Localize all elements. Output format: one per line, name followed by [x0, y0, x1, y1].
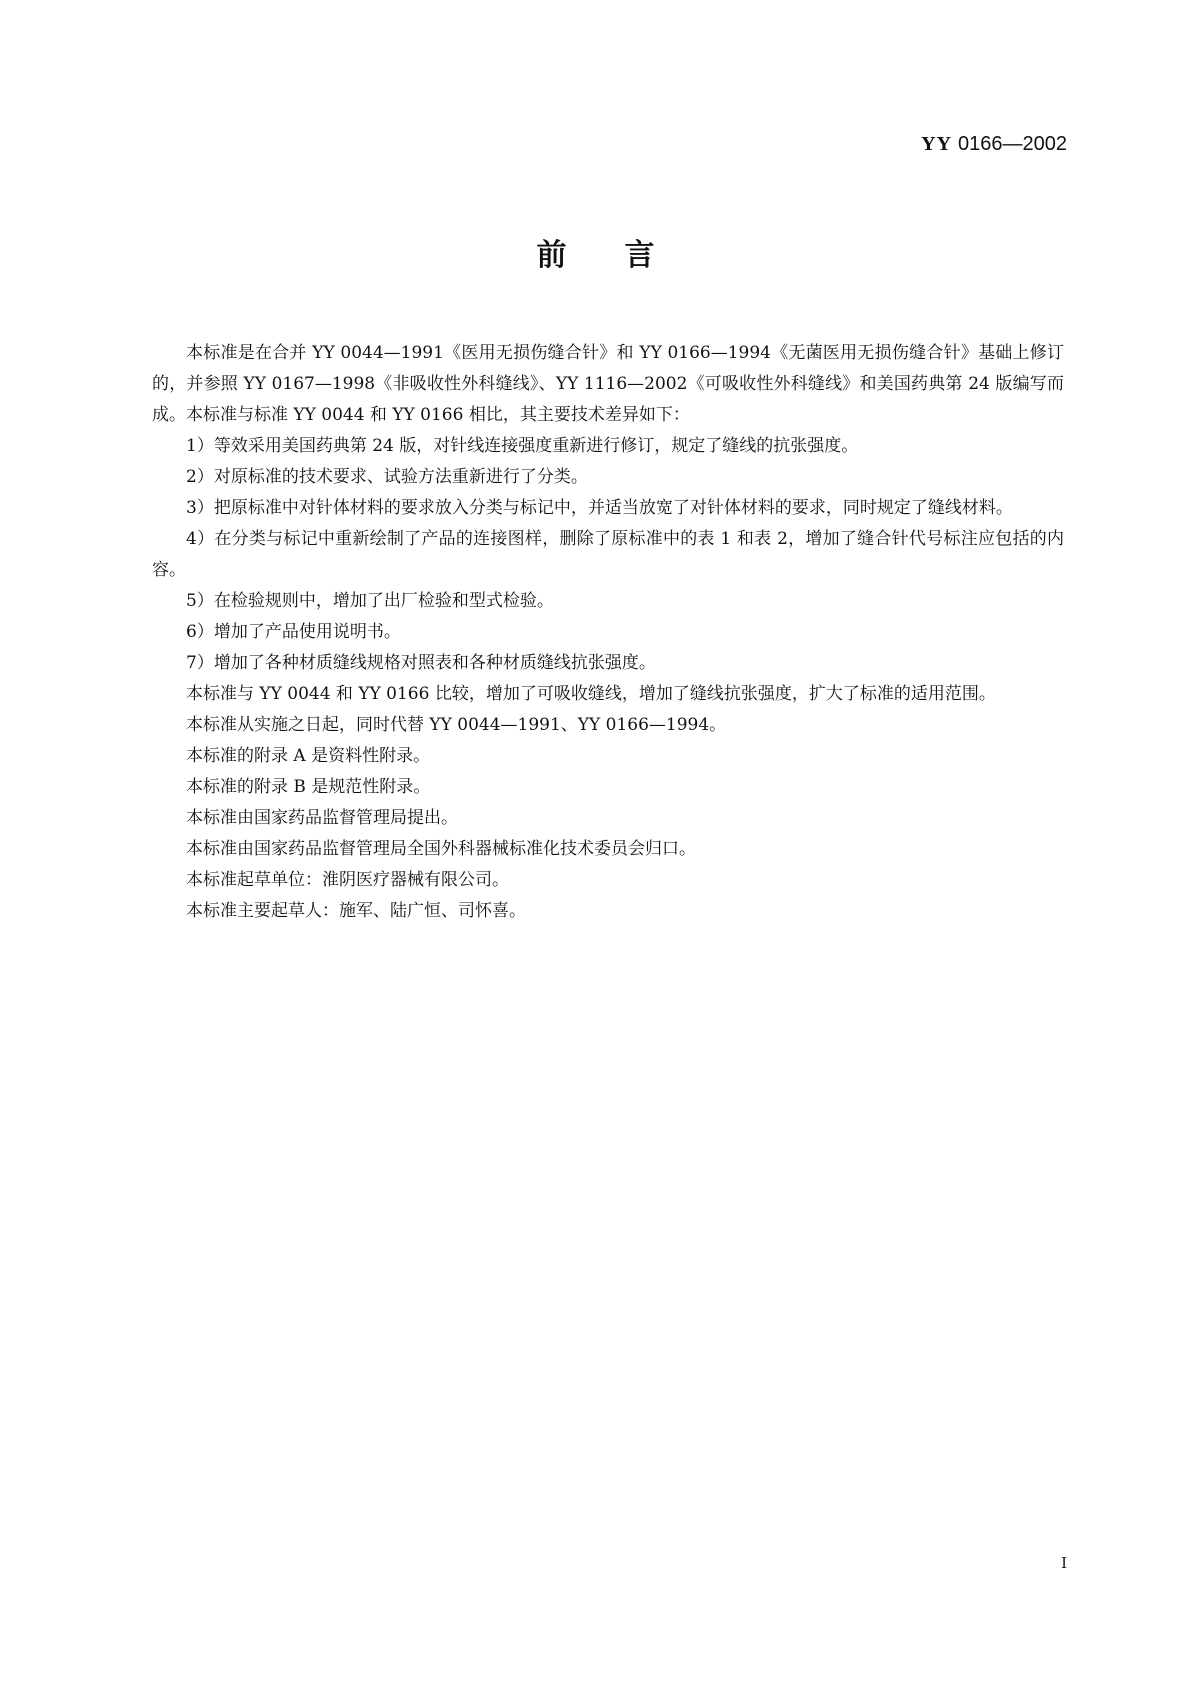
paragraph-comparison: 本标准与 YY 0044 和 YY 0166 比较，增加了可吸收缝线，增加了缝线抗张强度，扩大了标准的适用范围。	[186, 684, 996, 704]
paragraph-diff-2: 2）对原标准的技术要求、试验方法重新进行了分类。	[186, 467, 588, 487]
standard-code	[921, 131, 1067, 157]
page-title: 前言	[536, 238, 713, 273]
paragraph-diff-6: 6）增加了产品使用说明书。	[186, 622, 401, 642]
paragraph-drafting-unit: 本标准起草单位：淮阴医疗器械有限公司。	[186, 870, 509, 890]
paragraph-diff-7: 7）增加了各种材质缝线规格对照表和各种材质缝线抗张强度。	[186, 653, 656, 673]
standard-code-number: 0166—2002	[958, 133, 1067, 155]
paragraph-annex-b: 本标准的附录 B 是规范性附录。	[186, 777, 431, 797]
paragraph-replacement: 本标准从实施之日起，同时代替 YY 0044—1991、YY 0166—1994。	[186, 715, 727, 735]
paragraph-intro: 本标准是在合并 YY 0044—1991《医用无损伤缝合针》和 YY 0166—1994《无菌医用无损伤缝合针》基础上修订的，并参照 YY 0167—1998《非吸收性外科缝线》、YY 1116—2002《可吸收性外科缝线》和美国药典第 24 版编写而成。本标准与标准 YY 0044 和 YY 0166 相比，其主要技术差异如下：	[152, 343, 1064, 425]
paragraph-proposed-by: 本标准由国家药品监督管理局提出。	[186, 808, 458, 828]
paragraph-centralized-by: 本标准由国家药品监督管理局全国外科器械标准化技术委员会归口。	[186, 839, 696, 859]
paragraph-diff-5: 5）在检验规则中，增加了出厂检验和型式检验。	[186, 591, 554, 611]
page-number: I	[1061, 1554, 1067, 1572]
paragraph-diff-1: 1）等效采用美国药典第 24 版，对针线连接强度重新进行修订，规定了缝线的抗张强度。	[186, 436, 859, 456]
paragraph-diff-4: 4）在分类与标记中重新绘制了产品的连接图样，删除了原标准中的表 1 和表 2，增加了缝合针代号标注应包括的内容。	[152, 529, 1064, 580]
paragraph-drafters: 本标准主要起草人：施军、陆广恒、司怀喜。	[186, 901, 526, 921]
paragraph-annex-a: 本标准的附录 A 是资料性附录。	[186, 746, 431, 766]
foreword-body	[152, 338, 1064, 927]
standard-code-prefix: YY	[921, 133, 953, 155]
paragraph-diff-3: 3）把原标准中对针体材料的要求放入分类与标记中，并适当放宽了对针体材料的要求，同时规定了缝线材料。	[186, 498, 1013, 518]
